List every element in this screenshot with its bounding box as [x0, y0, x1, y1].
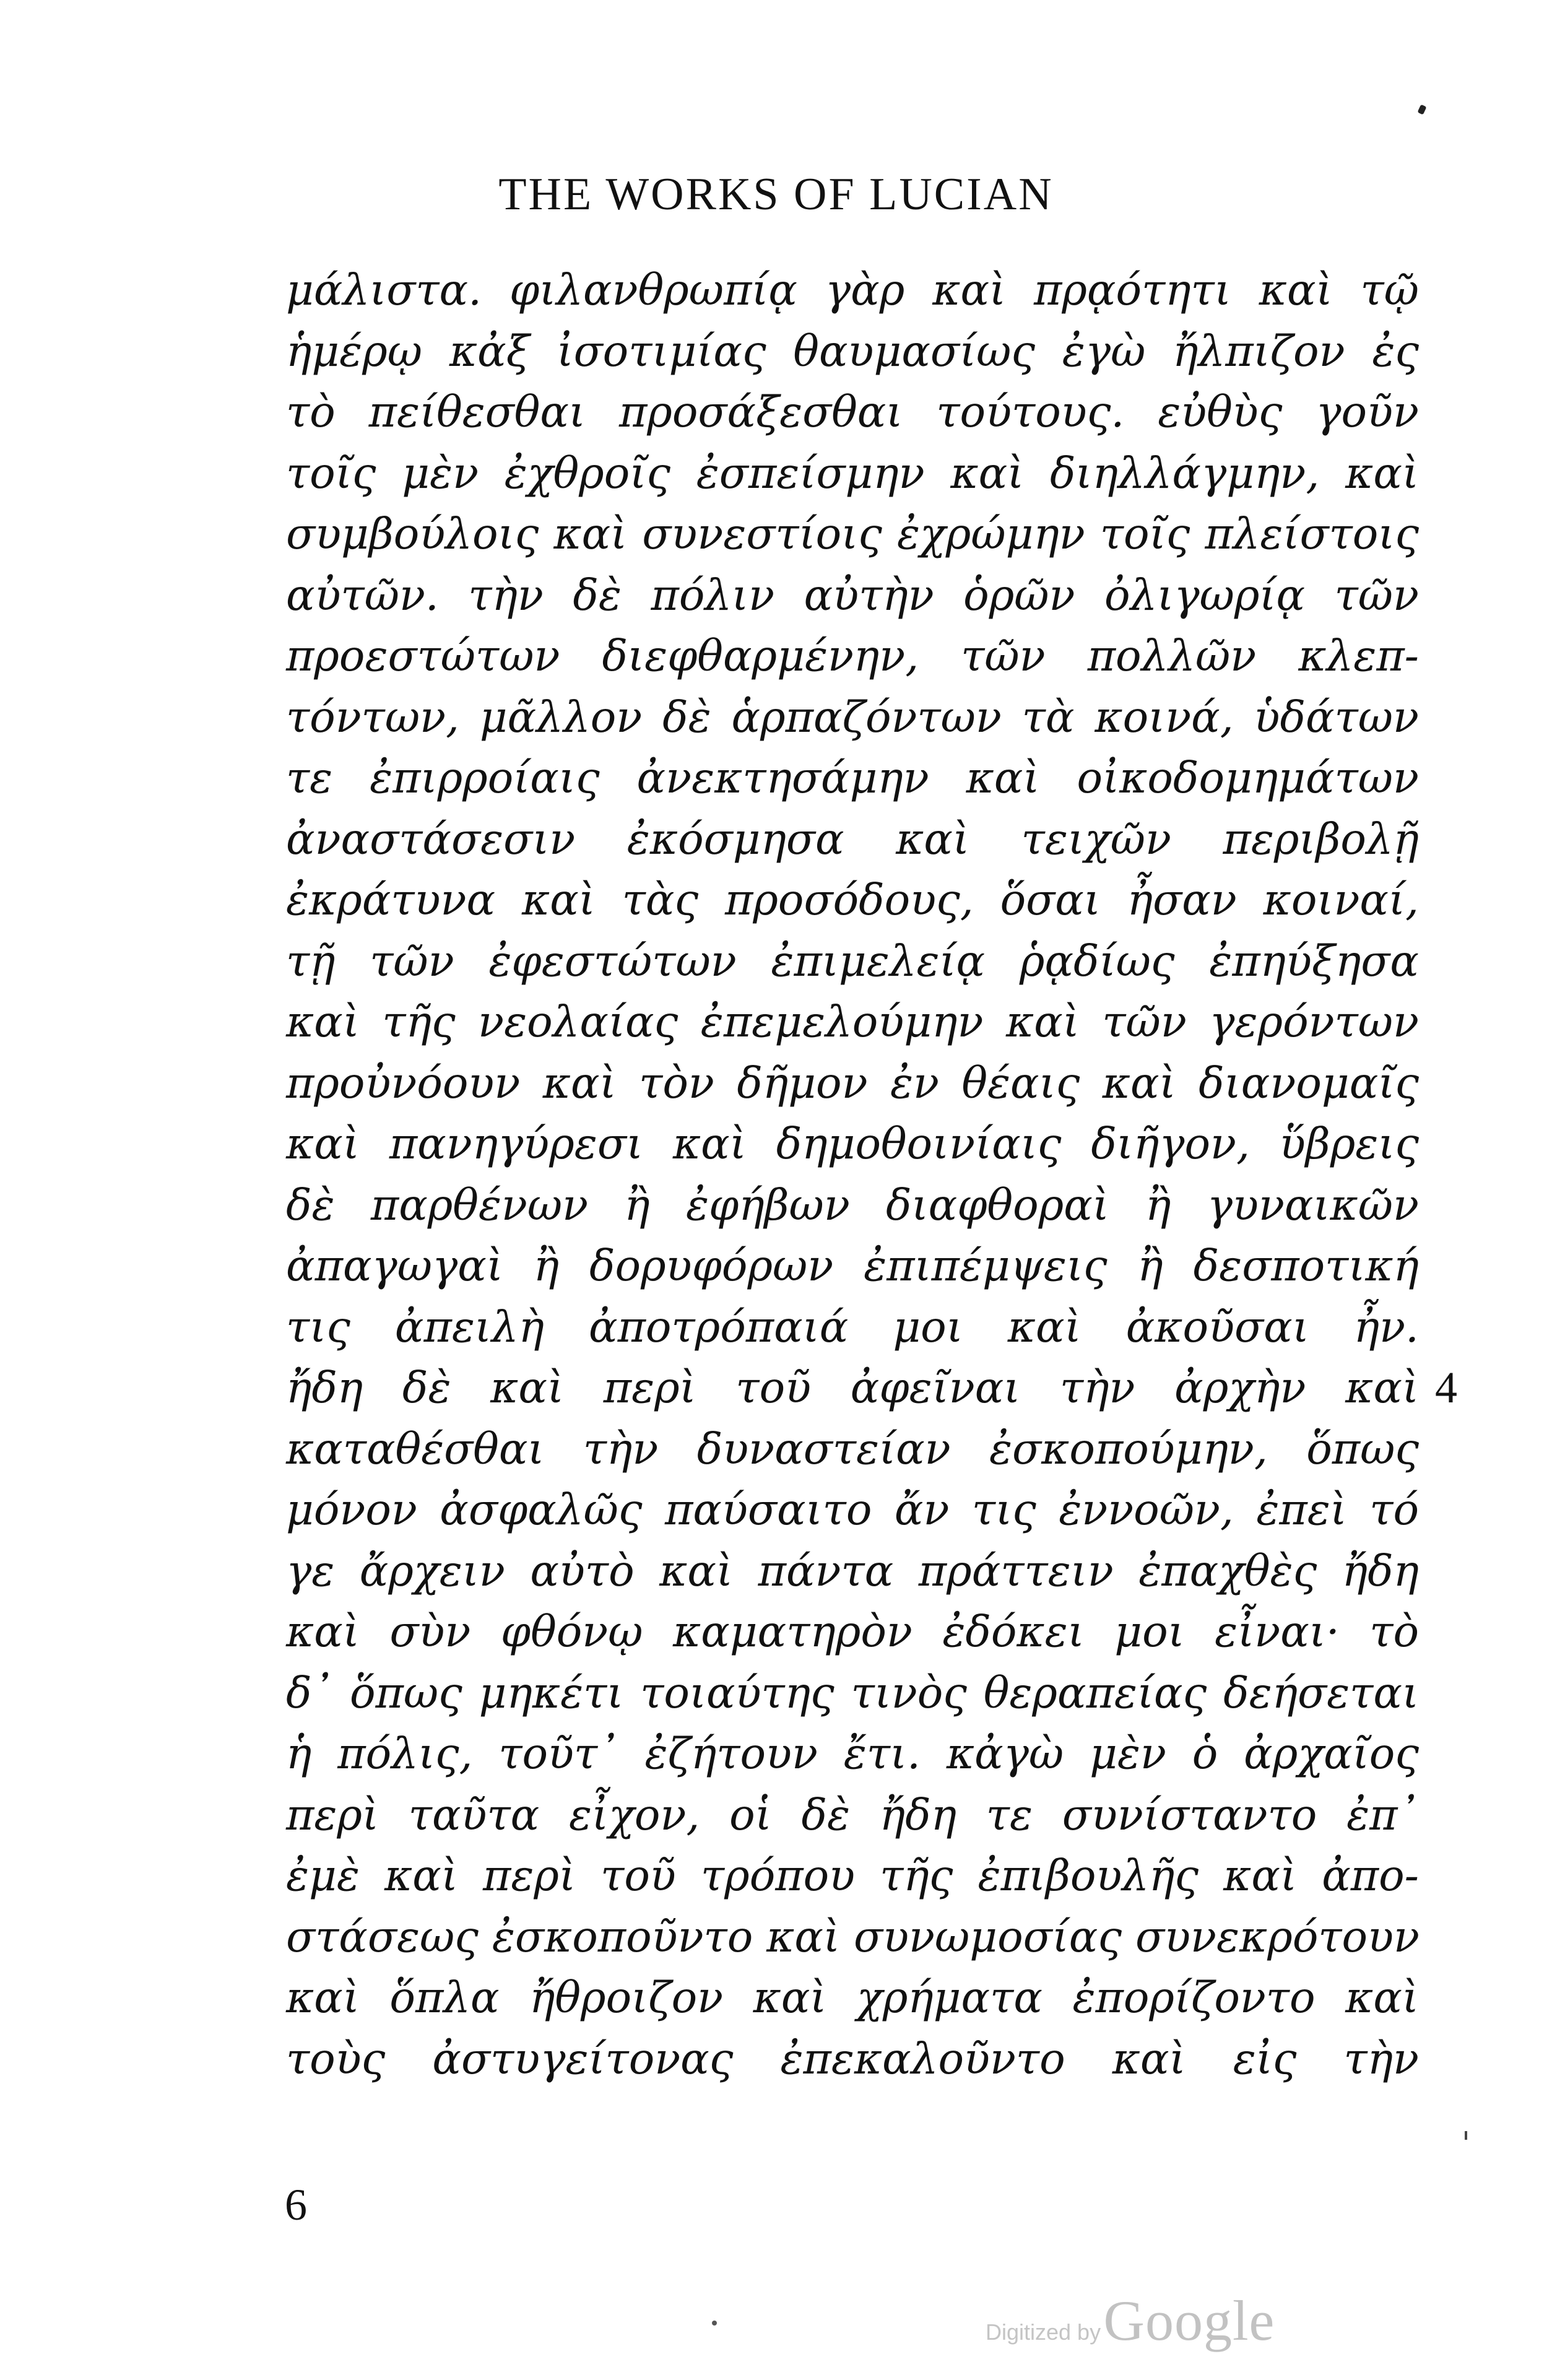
watermark-prefix: Digitized by — [986, 2319, 1101, 2345]
text-line: καὶ ὅπλα ἤθροιζον καὶ χρήματα ἐπορίζοντο καὶ — [286, 1973, 1419, 2023]
digitization-watermark — [986, 2288, 1275, 2353]
text-line: γε ἄρχειν αὐτὸ καὶ πάντα πράττειν ἐπαχθὲς ἤδη — [286, 1546, 1419, 1596]
text-line: καὶ σὺν φθόνῳ καματηρὸν ἐδόκει μοι εἶναι· τὸ — [286, 1607, 1419, 1657]
text-line: τοῖς μὲν ἐχθροῖς ἐσπείσμην καὶ διηλλάγμην, καὶ — [286, 448, 1419, 498]
text-line: δ᾽ ὅπως μηκέτι τοιαύτης τινὸς θεραπείας δεήσεται — [286, 1668, 1419, 1718]
text-line: ἡμέρῳ κἀξ ἰσοτιμίας θαυμασίως ἐγὼ ἤλπιζον ἐς — [286, 326, 1419, 376]
text-line: ἤδη δὲ καὶ περὶ τοῦ ἀφεῖναι τὴν ἀρχὴν καὶ — [286, 1363, 1419, 1413]
text-line: προὐνόουν καὶ τὸν δῆμον ἐν θέαις καὶ διανομαῖς — [286, 1058, 1419, 1108]
greek-text-block — [286, 260, 1419, 2090]
google-logo: Google — [1103, 2289, 1275, 2352]
text-line: τόντων, μᾶλλον δὲ ἁρπαζόντων τὰ κοινά, ὑδάτων — [286, 692, 1419, 742]
text-line: καὶ τῆς νεολαίας ἐπεμελούμην καὶ τῶν γερόντων — [286, 997, 1419, 1047]
text-line: τοὺς ἀστυγείτονας ἐπεκαλοῦντο καὶ εἰς τὴν — [286, 2034, 1419, 2084]
text-line: καταθέσθαι τὴν δυναστείαν ἐσκοπούμην, ὅπως — [286, 1424, 1419, 1474]
ink-speck — [712, 2321, 717, 2326]
text-line: μόνον ἀσφαλῶς παύσαιτο ἄν τις ἐννοῶν, ἐπεὶ τό — [286, 1485, 1419, 1535]
text-line: καὶ πανηγύρεσι καὶ δημοθοινίαις διῆγον, ὕβρεις — [286, 1119, 1419, 1169]
text-line: μάλιστα. φιλανθρωπίᾳ γὰρ καὶ πρᾳότητι καὶ τῷ — [286, 266, 1419, 315]
text-line: τις ἀπειλὴ ἀποτρόπαιά μοι καὶ ἀκοῦσαι ἦν. — [286, 1302, 1419, 1352]
text-line: τε ἐπιρροίαις ἀνεκτησάμην καὶ οἰκοδομημάτων — [286, 754, 1419, 803]
text-line: προεστώτων διεφθαρμένην, τῶν πολλῶν κλεπ- — [286, 632, 1419, 681]
text-line: ἡ πόλις, τοῦτ᾽ ἐζήτουν ἔτι. κἀγὼ μὲν ὁ ἀρχαῖος — [286, 1729, 1419, 1779]
ink-speck — [1465, 2131, 1467, 2140]
text-line: δὲ παρθένων ἢ ἐφήβων διαφθοραὶ ἢ γυναικῶν — [286, 1180, 1419, 1230]
section-number: 4 — [1435, 1363, 1457, 1412]
page-number: 6 — [285, 2180, 307, 2230]
running-head: THE WORKS OF LUCIAN — [498, 169, 1054, 220]
text-line: ἐκράτυνα καὶ τὰς προσόδους, ὅσαι ἦσαν κοιναί, — [286, 875, 1419, 925]
text-line: ἀναστάσεσιν ἐκόσμησα καὶ τειχῶν περιβολῇ — [286, 814, 1419, 864]
text-line: ἀπαγωγαὶ ἢ δορυφόρων ἐπιπέμψεις ἢ δεσποτική — [286, 1241, 1419, 1291]
text-line: περὶ ταῦτα εἶχον, οἱ δὲ ἤδη τε συνίσταντο ἐπ᾽ — [286, 1790, 1419, 1840]
text-line: τὸ πείθεσθαι προσάξεσθαι τούτους. εὐθὺς γοῦν — [286, 388, 1419, 437]
ink-speck — [1418, 105, 1427, 115]
text-line: τῇ τῶν ἐφεστώτων ἐπιμελείᾳ ῥᾳδίως ἐπηύξησα — [286, 936, 1419, 986]
text-line: αὐτῶν. τὴν δὲ πόλιν αὐτὴν ὁρῶν ὀλιγωρίᾳ τῶν — [286, 570, 1419, 620]
text-line: στάσεως ἐσκοποῦντο καὶ συνωμοσίας συνεκρότουν — [286, 1912, 1420, 1962]
text-line: συμβούλοις καὶ συνεστίοις ἐχρώμην τοῖς πλείστοις — [286, 510, 1419, 559]
text-line: ἐμὲ καὶ περὶ τοῦ τρόπου τῆς ἐπιβουλῆς καὶ ἀπο- — [286, 1851, 1419, 1901]
